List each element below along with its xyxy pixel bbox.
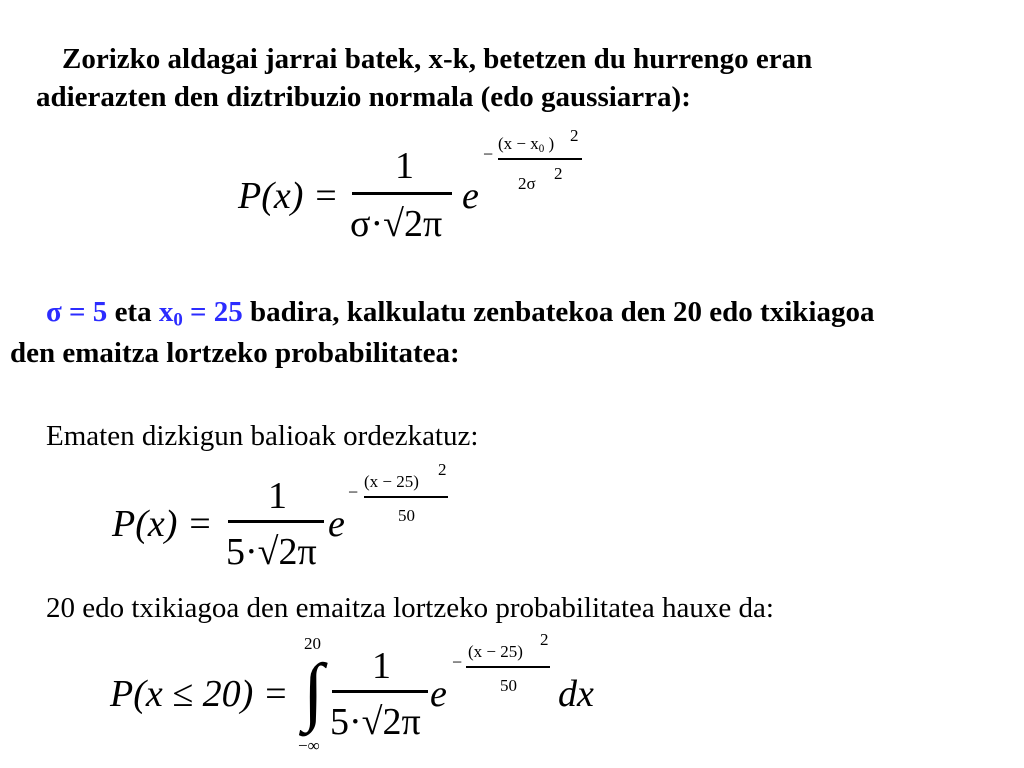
formula-substituted-base: e: [328, 503, 345, 545]
problem-rest: badira, kalkulatu zenbatekoa den 20 edo txikiagoa: [250, 296, 875, 328]
formula-substituted-lhs: P(x) =: [112, 503, 213, 545]
formula-substituted-numerator: 1: [268, 475, 287, 517]
formula-substituted-exp-numerator: (x − 25): [364, 472, 419, 491]
formula-integral-numerator: 1: [372, 645, 391, 687]
formula-substituted-exp-denominator: 50: [398, 506, 415, 525]
formula-substituted-exp-minus: −: [348, 482, 359, 502]
formula-general-exp-numerator: ($x - x_0$ ): [498, 134, 555, 155]
formula-integral: [0, 630, 1024, 768]
formula-integral-exp-numerator: (x − 25): [468, 642, 523, 661]
formula-general-exp-den-power: 2: [554, 164, 563, 183]
problem-line-2: den emaitza lortzeko probabilitatea:: [10, 337, 460, 369]
problem-sigma: σ = 5: [46, 296, 108, 328]
formula-general-lhs: P(x) =: [238, 175, 339, 217]
intro-line-2: adierazten den diztribuzio normala (edo gaussiarra):: [36, 81, 691, 113]
formula-integral-lhs: P(x ≤ 20) =: [110, 673, 289, 715]
formula-substituted-fraction-bar: [228, 520, 324, 523]
formula-general-exp-bar: [498, 158, 582, 160]
formula-integral-exp-num-power: 2: [540, 630, 549, 649]
formula-integral-fraction-bar: [332, 690, 428, 693]
formula-substituted-exp-bar: [364, 496, 448, 498]
problem-line-1: [46, 295, 874, 329]
formula-general: [0, 126, 1024, 260]
formula-general-exp-denominator: 2σ: [518, 174, 536, 193]
formula-integral-exp-bar: [466, 666, 550, 668]
formula-integral-base: e: [430, 673, 447, 715]
formula-general-exp-num-power: 2: [570, 126, 579, 145]
problem-and: eta: [114, 296, 152, 328]
formula-general-fraction-bar: [352, 192, 452, 195]
formula-integral-differential: dx: [558, 673, 594, 715]
intro-line-1: Zorizko aldagai jarrai batek, x-k, betetzen du hurrengo eran: [62, 43, 813, 75]
formula-general-base: e: [462, 175, 479, 217]
step1-text: Ematen dizkigun balioak ordezkatuz:: [46, 420, 479, 452]
formula-integral-sign: ∫: [303, 649, 324, 733]
formula-integral-exp-minus: −: [452, 652, 463, 672]
formula-integral-upper-limit: 20: [304, 634, 321, 653]
formula-integral-lower-limit: −∞: [298, 736, 320, 755]
formula-substituted-exp-num-power: 2: [438, 460, 447, 479]
formula-general-denominator: σ·√2π: [350, 203, 443, 245]
formula-substituted: [0, 460, 1024, 590]
formula-integral-denominator: 5·√2π: [330, 701, 421, 743]
formula-integral-exp-denominator: 50: [500, 676, 517, 695]
formula-substituted-denominator: 5·√2π: [226, 531, 317, 573]
step2-text: 20 edo txikiagoa den emaitza lortzeko probabilitatea hauxe da:: [46, 592, 774, 624]
problem-x0: $x_0 = 25$: [158, 296, 243, 331]
formula-general-numerator: 1: [395, 145, 414, 187]
formula-general-exp-minus: −: [483, 144, 494, 164]
